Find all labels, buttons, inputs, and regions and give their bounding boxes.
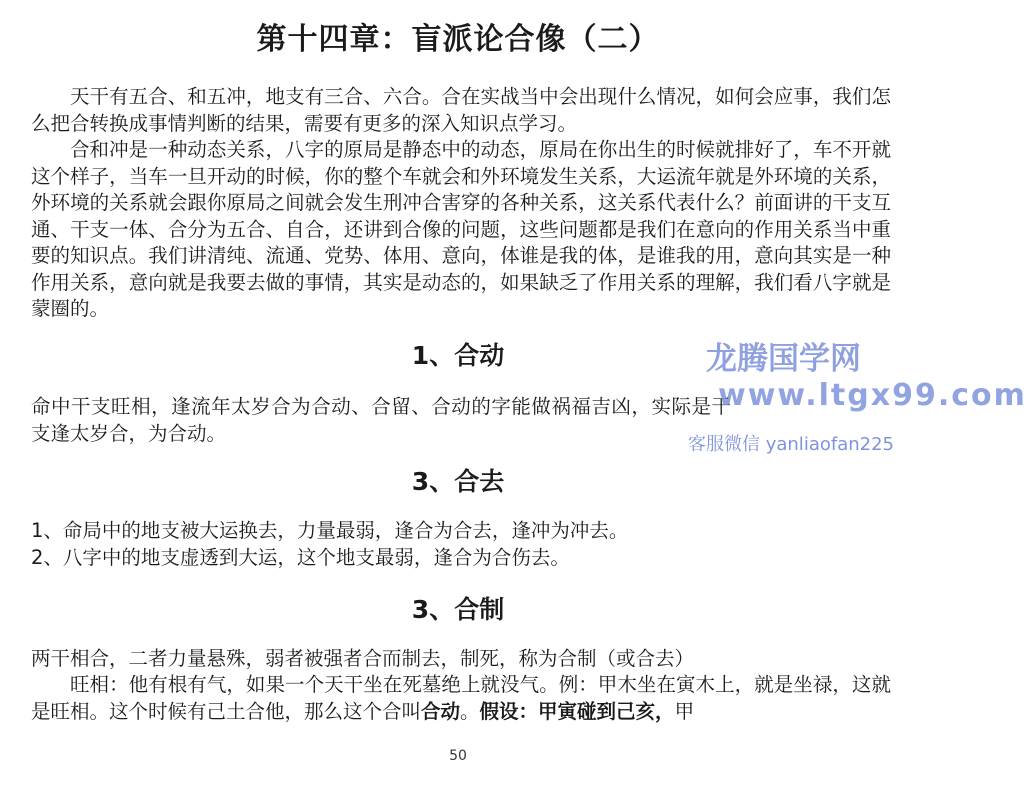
bold-assumption: 假设：甲寅碰到己亥， (479, 699, 675, 723)
paragraph-tail: 甲 (674, 699, 695, 723)
list-item: 1、命局中的地支被大运换去，力量最弱，逢合为合去，逢冲为冲去。 (31, 519, 629, 542)
watermark-url: www.ltgx99.com (718, 378, 1027, 413)
section-heading-1: 1、合动 (411, 341, 505, 370)
chapter-title: 第十四章：盲派论合像（二） (256, 22, 660, 57)
page-number: 50 (449, 748, 467, 764)
bold-term: 合动 (421, 699, 461, 723)
punctuation: 。 (460, 699, 480, 723)
section-heading-2: 3、合去 (411, 467, 505, 496)
watermark-brand: 龙腾国学网 (706, 341, 861, 377)
paragraph-text: 旺相：他有根有气，如果一个天干坐在死墓绝上就没气。例：甲木坐在寅木上，就是坐禄，这就是旺相。这个时候有己土合他，那么这个合叫 (31, 673, 891, 723)
section-heading-3: 3、合制 (411, 595, 505, 624)
intro-paragraph-1: 天干有五合、和五冲，地支有三合、六合。合在实战当中会出现什么情况，如何会应事，我们怎么把合转换成事情判断的结果，需要有更多的深入知识点学习。 (31, 85, 891, 135)
intro-paragraph-2: 合和冲是一种动态关系，八字的原局是静态中的动态，原局在你出生的时候就排好了，车不开就这个样子，当车一旦开动的时候，你的整个车就会和外环境发生关系，大运流年就是外环境的关系，外环境的关系就会跟你原局之间就会发生刑冲合害穿的各种关系，这关系代表什么？前面讲的干支互通、干支一体、合分为五合、自合，还讲到合像的问题，这些问题都是我们在意向的作用关系当中重要的知识点。我们讲清纯、流通、党势、体用、意向，体谁是我的体，是谁我的用，意向其实是一种作用关系，意向就是我要去做的事情，其实是动态的，如果缺乏了作用关系的理解，我们看八字就是蒙圈的。 (31, 138, 891, 320)
section-1-body: 命中干支旺相，逢流年太岁合为合动、合留、合动的字能做祸福吉凶，实际是干支逢太岁合，为合动。 (31, 395, 731, 445)
list-item: 2、八字中的地支虚透到大运，这个地支最弱，逢合为合伤去。 (31, 546, 570, 569)
watermark-contact: 客服微信 yanliaofan225 (688, 434, 894, 455)
section-3-paragraph (31, 672, 891, 725)
section-3-line-1: 两干相合，二者力量悬殊，弱者被强者合而制去，制死，称为合制（或合去） (31, 647, 695, 670)
